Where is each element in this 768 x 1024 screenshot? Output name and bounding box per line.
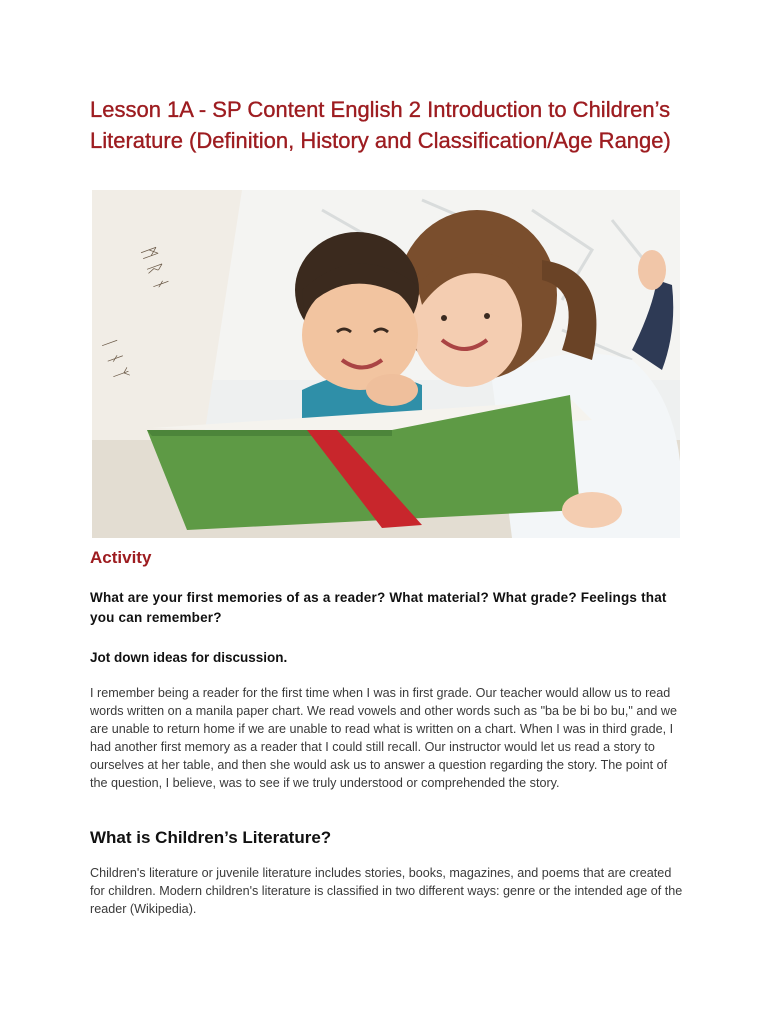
section-heading: What is Children’s Literature? [90,828,332,847]
definition-paragraph: Children's literature or juvenile literature includes stories, books, magazines, and poems that are created for children. Modern children's literature is classified in two different ways: genre or the intended age of the reader (Wikipedia). [90,866,683,916]
activity-instruction: Jot down ideas for discussion. [90,650,288,665]
activity-answer: I remember being a reader for the first time when I was in first grade. Our teacher would allow us to read words written on a manila paper chart. We read vowels and other words such as "ba be bi bo bu," and we are unable to return home if we are unable to read what is written on a chart. When I was in third grade, I had another first memory as a reader that I could still recall. Our instructor would let us read a story to ourselves at her table, and then she would ask us to answer a question regarding the story. The point of the question, I believe, was to see if we truly understood or comprehended the story. [90,686,677,790]
activity-question: What are your first memories of as a reader? What material? What grade? Feelings that you can remember? [90,590,667,625]
svg-text:ᛗ ᚱ ᚾ: ᛗ ᚱ ᚾ [137,244,173,293]
children-reading-illustration [92,190,680,538]
activity-heading: Activity [90,548,152,567]
children-reading-photo [92,190,680,538]
svg-text:ᛁ ᚾ ᛉ: ᛁ ᚾ ᛉ [97,334,133,383]
lesson-title: Lesson 1A - SP Content English 2 Introduction to Children’s Literature (Definition, History and Classification/Age Range) [90,97,671,153]
